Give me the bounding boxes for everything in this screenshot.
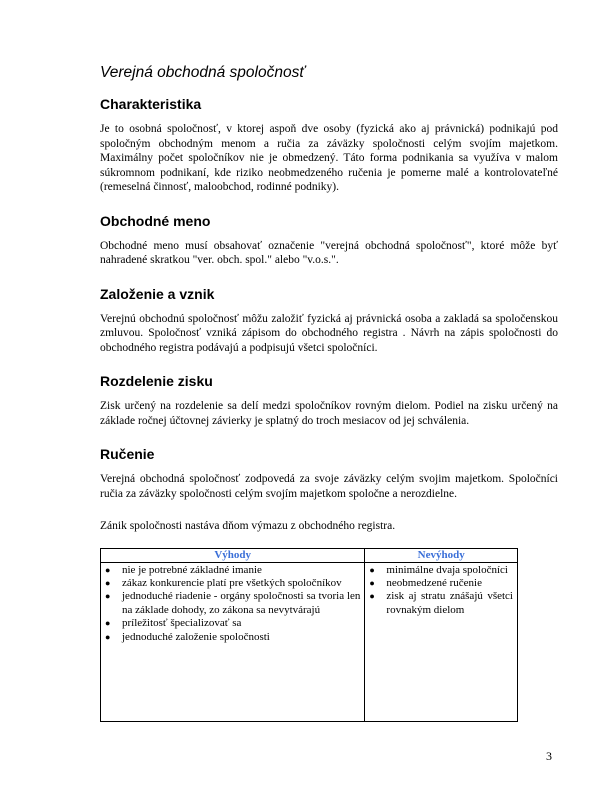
bullet-icon: ● [105,618,111,629]
section-business-name [100,213,558,268]
section-heading: Obchodné meno [100,212,211,229]
list-item [369,563,513,577]
bullet-icon: ● [105,577,111,588]
disadvantages-cell [365,562,518,721]
list-item [105,630,360,644]
section-paragraph: Verejnú obchodnú spoločnosť môžu založiť fyzická aj právnická osoba a zakladá sa spoločenskou zmluvou. Spoločnosť vzniká zápisom do obchodného registra . Návrh na zápis spoločnosti do obchodného registra podávajú a podpisujú všetci spoločníci. [100,312,558,354]
list-item [369,576,513,590]
bullet-icon: ● [105,564,111,575]
section-heading: Založenie a vznik [100,285,215,302]
section-paragraph: Obchodné meno musí obsahovať označenie "verejná obchodná spoločnosť", ktoré môže byť nahradené skratkou "ver. obch. spol." alebo "v.o.s.". [100,239,558,266]
list-item-text: zákaz konkurencie platí pre všetkých spoločníkov [122,576,342,589]
list-item-text: neobmedzené ručenie [386,576,482,589]
section-heading: Rozdelenie zisku [100,373,213,389]
pros-cons-table [100,548,518,722]
document-content [100,64,558,722]
list-item-text: nie je potrebné základné imanie [122,563,262,576]
disadvantages-header: Nevýhody [365,548,518,562]
list-item-text: jednoduché založenie spoločnosti [122,630,270,643]
section-founding [100,286,558,356]
advantages-cell [101,562,365,721]
section-profit-distribution [100,373,558,428]
advantages-list [101,564,364,644]
section-heading: Ručenie [100,446,155,462]
list-item [105,563,360,577]
section-heading: Charakteristika [100,96,202,112]
section-liability [100,446,558,534]
advantages-header: Výhody [101,548,365,562]
section-characteristics [100,96,558,195]
page-number: 3 [546,749,552,763]
list-item [105,576,360,590]
list-item [369,590,513,617]
list-item-text: minimálne dvaja spoločníci [386,563,508,576]
document-title: Verejná obchodná spoločnosť [100,64,305,81]
disadvantages-list [365,564,517,618]
list-item-text: zisk aj stratu znášajú všetci rovnakým dielom [386,590,513,616]
section-paragraph: Zánik spoločnosti nastáva dňom výmazu z obchodného registra. [100,520,396,532]
list-item-text: jednoduché riadenie - orgány spoločnosti sa tvoria len na základe dohody, zo zákona sa nevytvárajú [122,590,361,616]
list-item [105,617,360,630]
bullet-icon: ● [369,591,375,602]
section-paragraph: Verejná obchodná spoločnosť zodpovedá za svoje záväzky celým svojim majetkom. Spoločníci ručia za záväzky spoločnosti celým svojím majetkom spoločne a nerozdielne. [100,473,558,500]
bullet-icon: ● [105,631,111,642]
list-item [105,590,361,617]
bullet-icon: ● [369,577,375,588]
bullet-icon: ● [369,564,375,575]
bullet-icon: ● [105,591,111,602]
list-item-text: príležitosť špecializovať sa [122,617,242,630]
section-paragraph: Je to osobná spoločnosť, v ktorej aspoň dve osoby (fyzická ako aj právnická) podnikajú pod spoločným obchodným menom a ručia za záväzky spoločnosti celým svojím majetkom. Maximálny počet spoločníkov nie je obmedzený. Táto forma podnikania sa využíva v malom súkromnom podnikaní, kde riziko neobmedzeného ručenia je pomerne malé a kontrolovateľné (remeselná činnosť, maloobchod, rodinné podniky). [100,123,558,193]
section-paragraph: Zisk určený na rozdelenie sa delí medzi spoločníkov rovným dielom. Podiel na zisku určený na základe ročnej účtovnej závierky je splatný do troch mesiacov od jej schválenia. [100,400,558,427]
